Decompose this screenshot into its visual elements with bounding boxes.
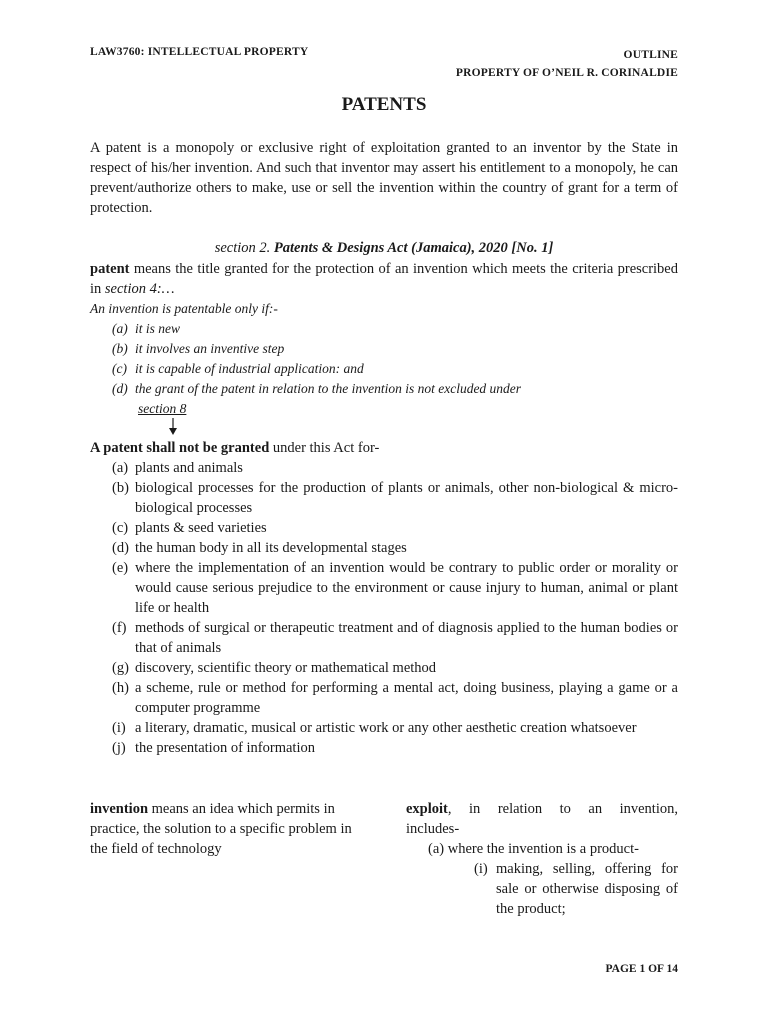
section-heading — [90, 238, 678, 258]
page-number: PAGE 1 OF 14 — [605, 963, 678, 975]
list-item-label: (c) — [112, 361, 127, 376]
header-right — [456, 46, 678, 82]
list-item — [90, 478, 678, 518]
page-title: PATENTS — [341, 94, 427, 115]
invention-term: invention — [90, 801, 149, 817]
exploit-sub-i-text: making, selling, offering for sale or otherwise disposing of the product; — [496, 861, 678, 917]
list-item-text: discovery, scientific theory or mathematical method — [135, 660, 437, 676]
list-item-label: (a) — [112, 460, 129, 476]
not-granted-block — [90, 438, 678, 758]
list-item-text: biological processes for the production of plants or animals, other non-biological & micro-biological processes — [135, 480, 678, 516]
exploit-line-1-rest: , in relation to an invention, — [447, 801, 678, 817]
exploit-sub-i — [406, 859, 678, 919]
header-outline-label: OUTLINE — [623, 49, 678, 61]
list-item — [90, 538, 678, 558]
list-item-label: (b) — [112, 480, 129, 496]
list-item — [90, 379, 678, 399]
patentable-lead: An invention is patentable only if:- — [90, 301, 278, 316]
list-item — [90, 319, 678, 339]
list-item-label: (j) — [112, 740, 126, 756]
not-granted-lead — [90, 438, 678, 458]
list-item-text: the grant of the patent in relation to the invention is not excluded under — [135, 381, 522, 396]
list-item-text: the presentation of information — [135, 740, 315, 756]
list-item-text: where the implementation of an invention would be contrary to public order or morality or would cause serious prejudice to the environment or cause injury to human, animal or plant life or health — [135, 560, 678, 616]
list-item-continuation — [90, 399, 678, 419]
list-item — [90, 718, 678, 738]
list-item-label: (b) — [112, 341, 128, 356]
list-item — [90, 678, 678, 718]
list-item-text: it involves an inventive step — [135, 341, 285, 356]
list-item-label: (f) — [112, 620, 127, 636]
list-item-label: (h) — [112, 680, 129, 696]
down-arrow-icon — [168, 418, 178, 436]
section-heading-act: Patents & Designs Act (Jamaica), 2020 [No. 1] — [273, 240, 554, 256]
list-item — [90, 618, 678, 658]
list-item — [90, 658, 678, 678]
list-item-text: a literary, dramatic, musical or artistic work or any other aesthetic creation whatsoever — [135, 720, 637, 736]
invention-definition-text: means an idea which permits in practice, the solution to a specific problem in the field of technology — [90, 801, 352, 857]
intro-paragraph: A patent is a monopoly or exclusive right of exploitation granted to an inventor by the State in respect of his/her invention. And such that inventor may assert his entitlement to a monopoly, he can prevent/authorize others to make, use or sell the invention within the country of grant for a term of protection. — [90, 140, 678, 216]
list-item — [90, 738, 678, 758]
list-item-text: it is new — [135, 321, 181, 336]
list-item — [90, 518, 678, 538]
list-item-text: plants & seed varieties — [135, 520, 267, 536]
list-item-text: methods of surgical or therapeutic treatment and of diagnosis applied to the human bodies or that of animals — [135, 620, 678, 656]
list-item-text: plants and animals — [135, 460, 243, 476]
exploit-definition — [406, 799, 678, 919]
exploit-sub-i-label: (i) — [474, 861, 488, 877]
list-item-label: (a) — [112, 321, 128, 336]
exploit-sub-a-text: where the invention is a product- — [447, 841, 639, 857]
list-item-text: the human body in all its developmental stages — [135, 540, 407, 556]
patent-definition-text: means the title granted for the protection of an invention which meets the criteria prescribed in — [90, 261, 678, 297]
patent-definition-block — [90, 259, 678, 419]
invention-definition — [90, 799, 364, 859]
list-item-label: (d) — [112, 540, 129, 556]
list-item-text: it is capable of industrial application: and — [135, 361, 364, 376]
patent-term: patent — [90, 261, 130, 277]
section-heading-prefix: section 2. — [214, 240, 274, 256]
exploit-sub-a — [406, 839, 678, 859]
list-item — [90, 458, 678, 478]
list-item-label: (i) — [112, 720, 126, 736]
header-course-title: LAW3760: INTELLECTUAL PROPERTY — [90, 46, 309, 58]
patentable-criteria-list — [90, 319, 678, 419]
list-item-text: a scheme, rule or method for performing a mental act, doing business, playing a game or a computer programme — [135, 680, 678, 716]
exploit-line-1 — [406, 799, 678, 819]
list-item — [90, 359, 678, 379]
exploit-term: exploit — [406, 801, 448, 817]
not-granted-lead-bold: A patent shall not be granted — [90, 440, 270, 456]
list-item — [90, 339, 678, 359]
not-granted-lead-rest: under this Act for- — [269, 440, 380, 456]
exploit-sub-a-label: (a) — [428, 841, 445, 857]
list-item-label: (d) — [112, 381, 128, 396]
list-item — [90, 558, 678, 618]
list-item-label: (e) — [112, 560, 129, 576]
section-8-link: section 8 — [138, 401, 187, 416]
list-item-label: (g) — [112, 660, 129, 676]
exclusions-list — [90, 458, 678, 758]
header-property-label: PROPERTY OF O’NEIL R. CORINALDIE — [455, 67, 678, 79]
patent-definition — [90, 259, 678, 299]
patent-definition-ref: section 4:… — [104, 281, 175, 297]
exploit-line-2: includes- — [406, 821, 460, 837]
list-item-label: (c) — [112, 520, 129, 536]
